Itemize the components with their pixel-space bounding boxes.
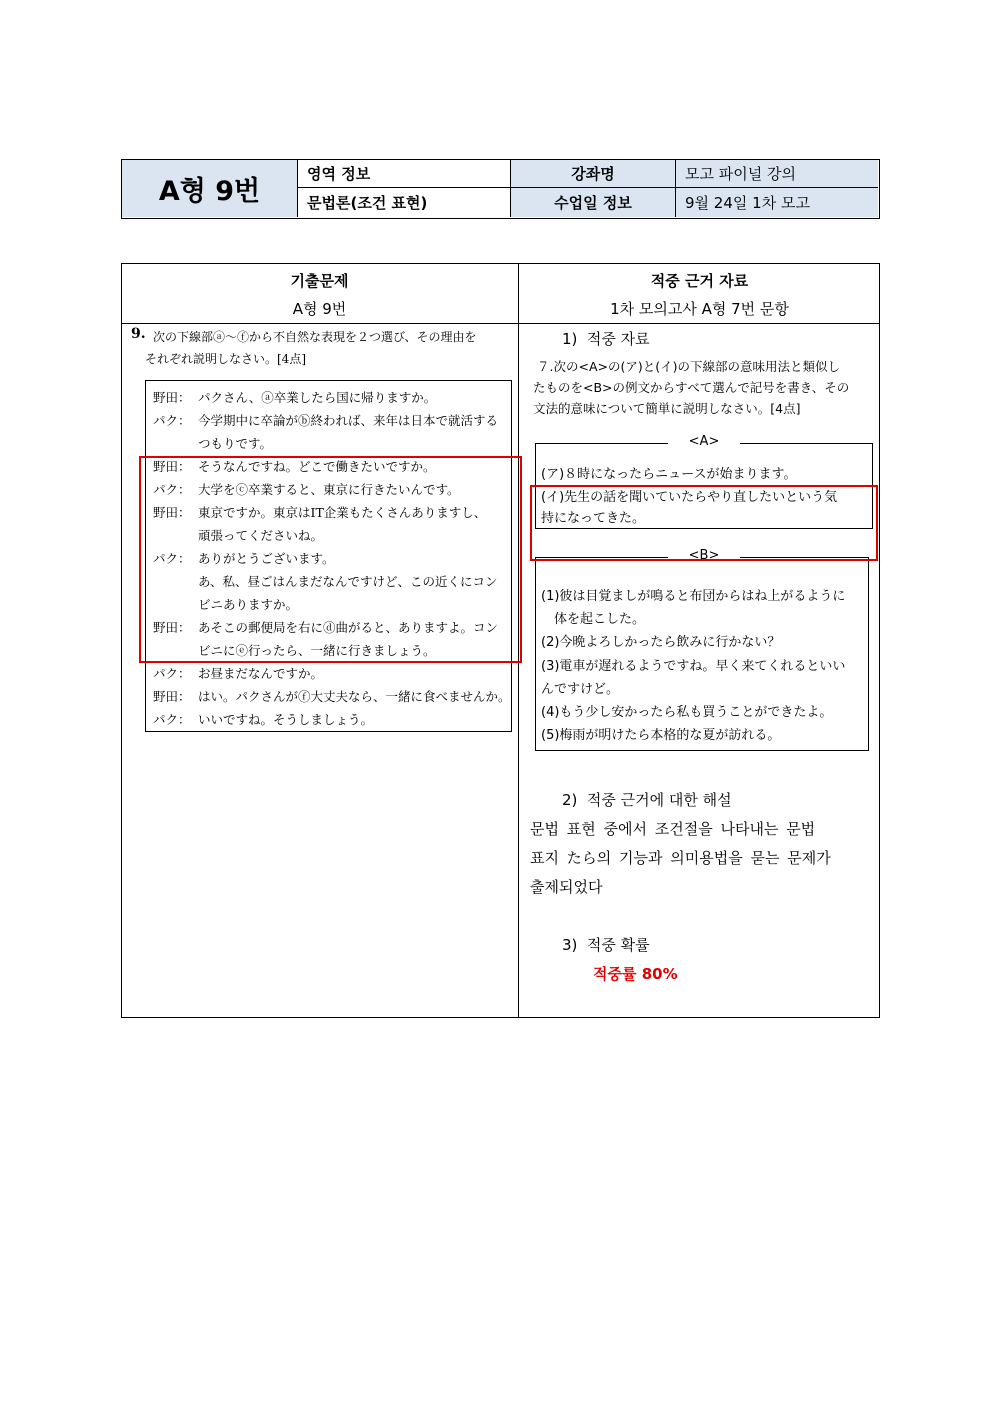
- box-b-label: <B>: [668, 548, 740, 563]
- box-b-line-7: (5)梅雨が明けたら本格的な夏が訪れる。: [541, 728, 781, 743]
- domain-label-cell: [298, 160, 511, 188]
- box-a-line-1: (ア)８時になったらニュースが始まります。: [541, 467, 797, 482]
- dialogue-text: 東京ですか。東京はIT企業もたくさんありますし、: [198, 505, 487, 520]
- box-b-line-6: (4)もう少し安かったら私も買うことができたよ。: [541, 705, 833, 720]
- dialogue-speaker: 野田：: [153, 689, 191, 704]
- question-number: 9.: [131, 326, 146, 342]
- dialogue-line: [153, 388, 436, 406]
- dialogue-text: あそこの郵便局を右にⓓ曲がると、ありますよ。コン: [198, 620, 499, 635]
- dialogue-speaker: パク：: [153, 413, 191, 428]
- explanation-line-1: 문법 표현 중에서 조건절을 나타내는 문법: [530, 820, 816, 838]
- course-label: 강좌명: [571, 165, 615, 183]
- q7-line-3: 文法的意味について簡単に説明しなさい。[4点]: [533, 401, 801, 416]
- course-value: 모고 파이널 강의: [685, 165, 796, 183]
- section-2-heading: 2) 적중 근거에 대한 해설: [562, 791, 732, 809]
- highlight-box-left: [139, 456, 522, 663]
- section-3-heading: 3) 적중 확률: [562, 936, 650, 954]
- dialogue-speaker: パク：: [153, 482, 191, 497]
- dialogue-speaker: パク：: [153, 666, 191, 681]
- dialogue-speaker: 野田：: [153, 390, 191, 405]
- explanation-line-2: 표지 たら의 기능과 의미용법을 묻는 문제가: [530, 849, 831, 867]
- right-subtitle: 1차 모의고사 A형 7번 문항: [610, 300, 789, 318]
- explanation-line-3: 출제되었다: [530, 878, 603, 896]
- box-a-line-2: (イ)先生の話を聞いていたらやり直したいという気: [541, 490, 838, 505]
- dialogue-text: ありがとうございます。: [198, 551, 335, 566]
- type-label: A형 9번: [158, 176, 261, 207]
- hit-rate: 적중률 80%: [593, 965, 678, 983]
- left-subtitle: A형 9번: [292, 300, 347, 318]
- q7-line-2: たものを<B>の例文からすべて選んで記号を書き、その: [533, 380, 850, 395]
- right-title: 적중 근거 자료: [650, 272, 749, 290]
- dialogue-text: つもりです。: [198, 436, 273, 451]
- dialogue-line: [153, 434, 272, 452]
- date-label-cell: [511, 188, 676, 217]
- dialogue-text: 今学期中に卒論がⓑ終われば、来年は日本で就活する: [198, 413, 499, 428]
- box-b-line-3: (2)今晩よろしかったら飲みに行かない？: [541, 635, 781, 650]
- dialogue-text: あ、私、昼ごはんまだなんですけど、この近くにコン: [198, 574, 498, 589]
- box-a-label: <A>: [668, 434, 740, 449]
- domain-label: 영역 정보: [307, 165, 371, 183]
- date-value: 9월 24일 1차 모고: [685, 194, 810, 212]
- dialogue-text: ビニありますか。: [198, 597, 299, 612]
- course-value-cell: [676, 160, 878, 188]
- type-label-cell: [122, 160, 298, 217]
- highlight-box-right: [530, 485, 878, 561]
- left-title: 기출문제: [290, 272, 349, 290]
- dialogue-text: いいですね。そうしましょう。: [198, 712, 374, 727]
- section-1-heading: 1) 적중 자료: [562, 330, 650, 348]
- header-table: [121, 159, 880, 219]
- domain-value: 문법론(조건 표현): [307, 194, 428, 212]
- dialogue-speaker: パク：: [153, 551, 191, 566]
- dialogue-text: パクさん、ⓐ卒業したら国に帰りますか。: [198, 390, 437, 405]
- q7-line-1: ７.次の<A>の(ア)と(イ)の下線部の意味用法と類似し: [537, 359, 840, 374]
- dialogue-text: そうなんですね。どこで働きたいですか。: [198, 459, 436, 474]
- dialogue-line: [153, 710, 373, 728]
- dialogue-speaker: 野田：: [153, 505, 191, 520]
- question-line-2: それぞれ説明しなさい。[4点]: [145, 352, 306, 366]
- box-b-line-1: (1)彼は目覚ましが鳴ると布団からはね上がるように: [541, 589, 846, 604]
- dialogue-text: はい。パクさんがⓕ大丈夫なら、一緒に食べませんか。: [198, 689, 511, 704]
- date-label: 수업일 정보: [554, 194, 632, 212]
- date-value-cell: [676, 188, 878, 217]
- course-label-cell: [511, 160, 676, 188]
- dialogue-speaker: 野田：: [153, 620, 191, 635]
- dialogue-text: 大学をⓒ卒業すると、東京に行きたいんです。: [198, 482, 460, 497]
- header-row-divider: [121, 323, 880, 324]
- question-line-1: 次の下線部ⓐ～ⓕから不自然な表現を２つ選び、その理由を: [153, 330, 477, 344]
- box-b-line-2: 体を起こした。: [541, 612, 646, 627]
- domain-value-cell: [298, 188, 511, 217]
- dialogue-line: [153, 664, 323, 682]
- dialogue-speaker: パク：: [153, 712, 191, 727]
- dialogue-text: 頑張ってくださいね。: [198, 528, 324, 543]
- dialogue-text: お昼まだなんですか。: [198, 666, 324, 681]
- dialogue-text: ビニにⓔ行ったら、一緒に行きましょう。: [198, 643, 436, 658]
- dialogue-line: [153, 411, 498, 429]
- box-b-line-5: んですけど。: [541, 682, 620, 697]
- dialogue-speaker: 野田：: [153, 459, 191, 474]
- box-b-line-4: (3)電車が遅れるようですね。早く来てくれるといい: [541, 659, 846, 674]
- dialogue-line: [153, 687, 511, 705]
- box-a-line-3: 持になってきた。: [541, 511, 646, 526]
